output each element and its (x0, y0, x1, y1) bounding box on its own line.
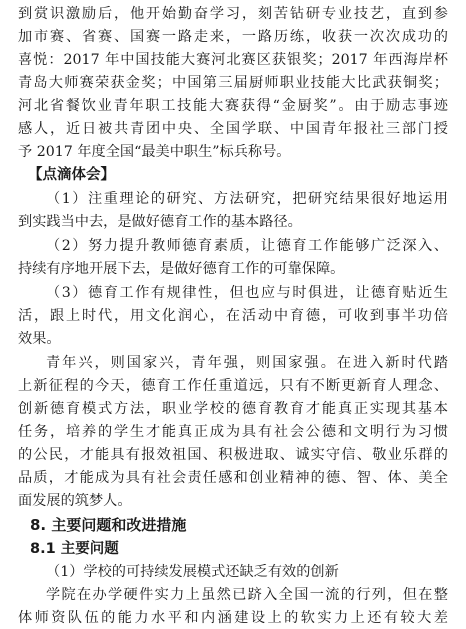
body-text-line: 感人，近日被共青团中央、全国学联、中国青年报社三部门授 (18, 121, 448, 137)
body-text-line: 青岛大师赛荣获金奖；中国第三届厨师职业技能大比武获铜奖； (18, 75, 448, 91)
body-text-line: 创新德育模式方法，职业学校的德育教育才能真正实现其基本 (18, 401, 448, 417)
point-text-line: 到实践当中去，是做好德育工作的基本路径。 (18, 214, 302, 230)
problem-title: （1）学校的可持续发展模式还缺乏有效的创新 (46, 564, 339, 580)
body-text-line: 体师资队伍的能力水平和内涵建设上的软实力上还有较大差 (18, 610, 448, 626)
body-text-line: 河北省餐饮业青年职工技能大赛获得“金厨奖”。由于励志事迹 (18, 98, 448, 114)
point-text-line: （1）注重理论的研究、方法研究，把研究结果很好地运用 (46, 191, 448, 207)
point-text-line: （2）努力提升教师德育素质，让德育工作能够广泛深入、 (46, 238, 448, 254)
body-text-line: 喜悦：2017 年中国技能大赛河北赛区获银奖；2017 年西海岸杯 (18, 52, 448, 68)
section-heading: 8. 主要问题和改进措施 (30, 516, 187, 534)
subsection-heading: 8.1 主要问题 (30, 541, 119, 557)
dianping-heading: 【点滴体会】 (28, 167, 115, 183)
point-text-line: 活，跟上时代，用文化润心，在活动中育德，可收到事半功倍 (18, 308, 448, 324)
body-text-line: 学院在办学硬件实力上虽然已跻入全国一流的行列，但在整 (46, 587, 448, 603)
body-text-line: 品质，才能成为具有社会责任感和创业精神的德、智、体、美全 (18, 470, 448, 486)
body-text-line: 加市赛、省赛、国赛一路走来，一路历练，收获一次次成功的 (18, 29, 448, 45)
point-text-line: 效果。 (18, 331, 61, 347)
body-text-line: 面发展的筑梦人。 (18, 493, 132, 509)
point-text-line: （3）德育工作有规律性，但也应与时俱进，让德育贴近生 (46, 285, 448, 301)
body-text-line: 青年兴，则国家兴，青年强，则国家强。在进入新时代踏 (46, 355, 448, 371)
body-text-line: 上新征程的今天，德育工作任重道远，只有不断更新育人理念、 (18, 378, 448, 394)
body-text-line: 到赏识激励后，他开始勤奋学习，刻苦钻研专业技艺，直到参 (18, 6, 448, 22)
body-text-line: 予 2017 年度全国“最美中职生”标兵称号。 (18, 144, 291, 160)
body-text-line: 的公民，才能具有报效祖国、积极进取、诚实守信、敬业乐群的 (18, 447, 448, 463)
body-text-line: 任务，培养的学生才能真正成为具有社会公德和文明行为习惯 (18, 424, 448, 440)
point-text-line: 持续有序地开展下去，是做好德育工作的可靠保障。 (18, 261, 345, 277)
